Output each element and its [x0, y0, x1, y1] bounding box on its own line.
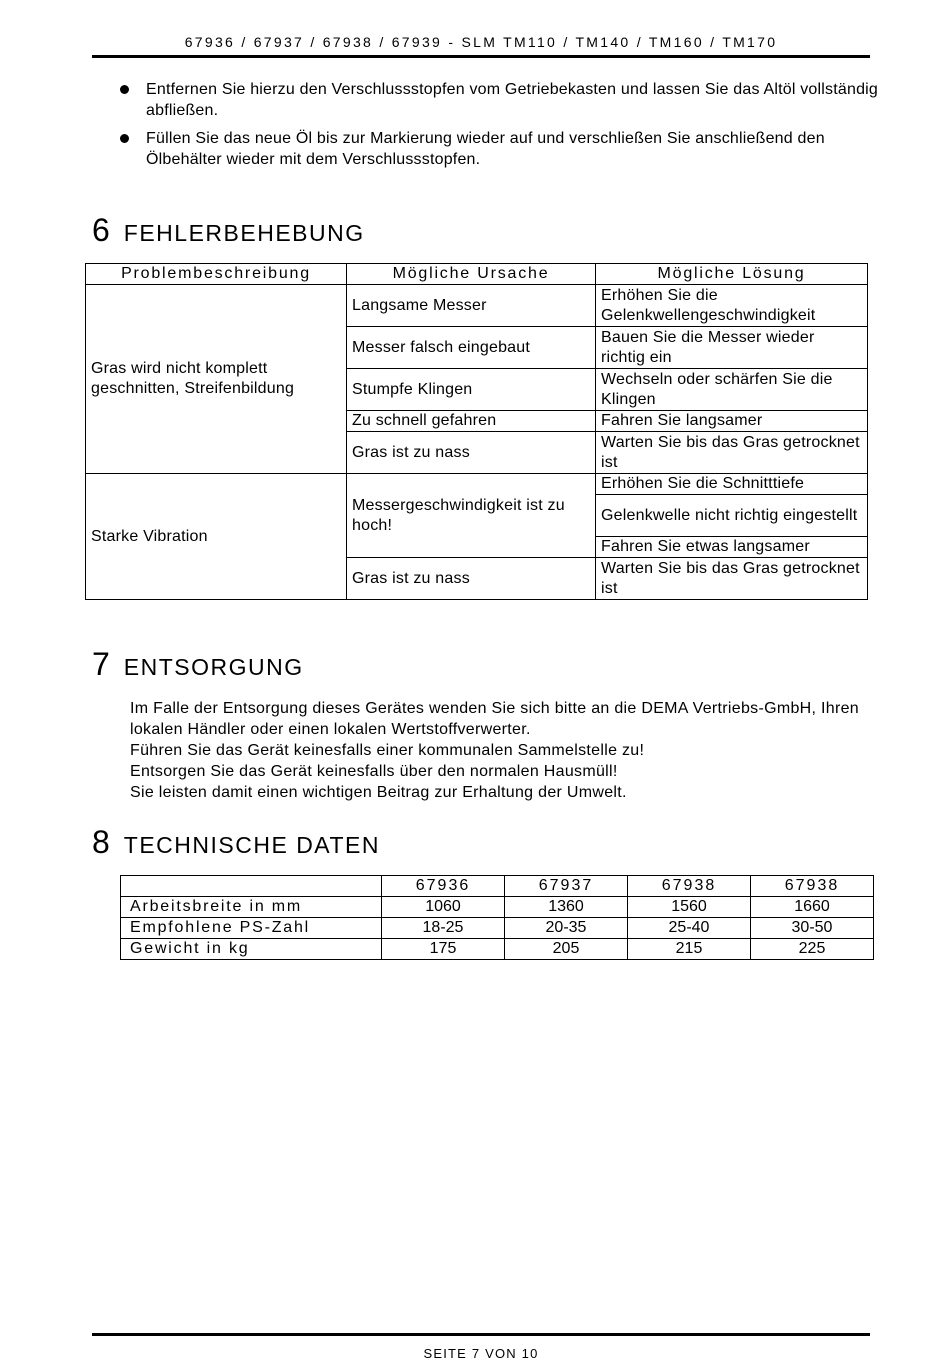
header-rule — [92, 55, 870, 58]
table-cell: 25-40 — [628, 918, 751, 939]
solution-cell: Warten Sie bis das Gras getrocknet ist — [596, 558, 868, 600]
troubleshooting-table — [85, 263, 868, 600]
column-header: Problembeschreibung — [86, 264, 347, 285]
table-cell: 20-35 — [505, 918, 628, 939]
footer-rule — [92, 1333, 870, 1336]
row-label: Empfohlene PS-Zahl — [121, 918, 382, 939]
table-cell: 18-25 — [382, 918, 505, 939]
column-header: 67936 — [382, 876, 505, 897]
table-header-row — [121, 876, 874, 897]
list-item — [120, 128, 880, 170]
table-cell: 205 — [505, 939, 628, 960]
table-row — [86, 474, 868, 495]
solution-cell: Erhöhen Sie die Gelenkwellengeschwindigkeit — [596, 285, 868, 327]
table-row — [121, 897, 874, 918]
section-number: 7 — [92, 646, 110, 682]
table-cell: 1360 — [505, 897, 628, 918]
technical-data-table — [120, 875, 874, 960]
section-title: TECHNISCHE DATEN — [123, 832, 380, 858]
section-title: FEHLERBEHEBUNG — [123, 220, 365, 246]
paragraph: Sie leisten damit einen wichtigen Beitrag zur Erhaltung der Umwelt. — [130, 784, 627, 801]
cause-cell: Messer falsch eingebaut — [347, 327, 596, 369]
table-header-row — [86, 264, 868, 285]
cause-cell: Stumpfe Klingen — [347, 369, 596, 411]
table-cell: 215 — [628, 939, 751, 960]
cause-cell: Langsame Messer — [347, 285, 596, 327]
bullet-text: Entfernen Sie hierzu den Verschlussstopfen vom Getriebekasten und lassen Sie das Altöl vollständig abfließen. — [146, 81, 879, 119]
solution-cell: Erhöhen Sie die Schnitttiefe — [596, 474, 868, 495]
problem-cell: Starke Vibration — [86, 474, 347, 600]
column-header: 67938 — [751, 876, 874, 897]
page-footer: SEITE 7 VON 10 — [423, 1346, 539, 1361]
cause-cell: Gras ist zu nass — [347, 432, 596, 474]
table-cell: 1560 — [628, 897, 751, 918]
table-row — [86, 285, 868, 327]
section-title: ENTSORGUNG — [123, 654, 304, 680]
solution-cell: Wechseln oder schärfen Sie die Klingen — [596, 369, 868, 411]
table-cell: 175 — [382, 939, 505, 960]
table-row — [121, 939, 874, 960]
page-header: 67936 / 67937 / 67938 / 67939 - SLM TM110 / TM140 / TM160 / TM170 — [184, 34, 778, 50]
table-cell: 1060 — [382, 897, 505, 918]
bullet-icon — [120, 85, 129, 94]
solution-cell: Gelenkwelle nicht richtig eingestellt — [596, 495, 868, 537]
column-header: Mögliche Ursache — [347, 264, 596, 285]
row-label: Gewicht in kg — [121, 939, 382, 960]
solution-cell: Fahren Sie langsamer — [596, 411, 868, 432]
table-cell: 1660 — [751, 897, 874, 918]
paragraph: Führen Sie das Gerät keinesfalls einer kommunalen Sammelstelle zu! — [130, 742, 645, 759]
paragraph: Entsorgen Sie das Gerät keinesfalls über den normalen Hausmüll! — [130, 763, 618, 780]
row-label: Arbeitsbreite in mm — [121, 897, 382, 918]
paragraph: Im Falle der Entsorgung dieses Gerätes wenden Sie sich bitte an die DEMA Vertriebs-GmbH, Ihren lokalen Händler oder einen lokalen Wertstoffverwerter. — [130, 700, 859, 738]
solution-cell: Fahren Sie etwas langsamer — [596, 537, 868, 558]
disposal-text — [130, 698, 880, 803]
section-number: 6 — [92, 212, 110, 248]
solution-cell: Bauen Sie die Messer wieder richtig ein — [596, 327, 868, 369]
cause-cell: Zu schnell gefahren — [347, 411, 596, 432]
column-header — [121, 876, 382, 897]
table-cell: 30-50 — [751, 918, 874, 939]
column-header: Mögliche Lösung — [596, 264, 868, 285]
column-header: 67938 — [628, 876, 751, 897]
table-cell: 225 — [751, 939, 874, 960]
cause-cell: Gras ist zu nass — [347, 558, 596, 600]
bullet-text: Füllen Sie das neue Öl bis zur Markierung wieder auf und verschließen Sie anschließend den Ölbehälter wieder mit dem Verschlussstopfen. — [146, 130, 825, 168]
section-heading-fehlerbehebung — [92, 212, 365, 249]
bullet-icon — [120, 134, 129, 143]
problem-cell: Gras wird nicht komplett geschnitten, Streifenbildung — [86, 285, 347, 474]
section-heading-entsorgung — [92, 646, 304, 683]
column-header: 67937 — [505, 876, 628, 897]
list-item — [120, 79, 880, 121]
intro-bullet-list — [120, 79, 880, 177]
section-number: 8 — [92, 824, 110, 860]
table-row — [121, 918, 874, 939]
cause-cell: Messergeschwindigkeit ist zu hoch! — [347, 474, 596, 558]
solution-cell: Warten Sie bis das Gras getrocknet ist — [596, 432, 868, 474]
section-heading-technische-daten — [92, 824, 380, 861]
